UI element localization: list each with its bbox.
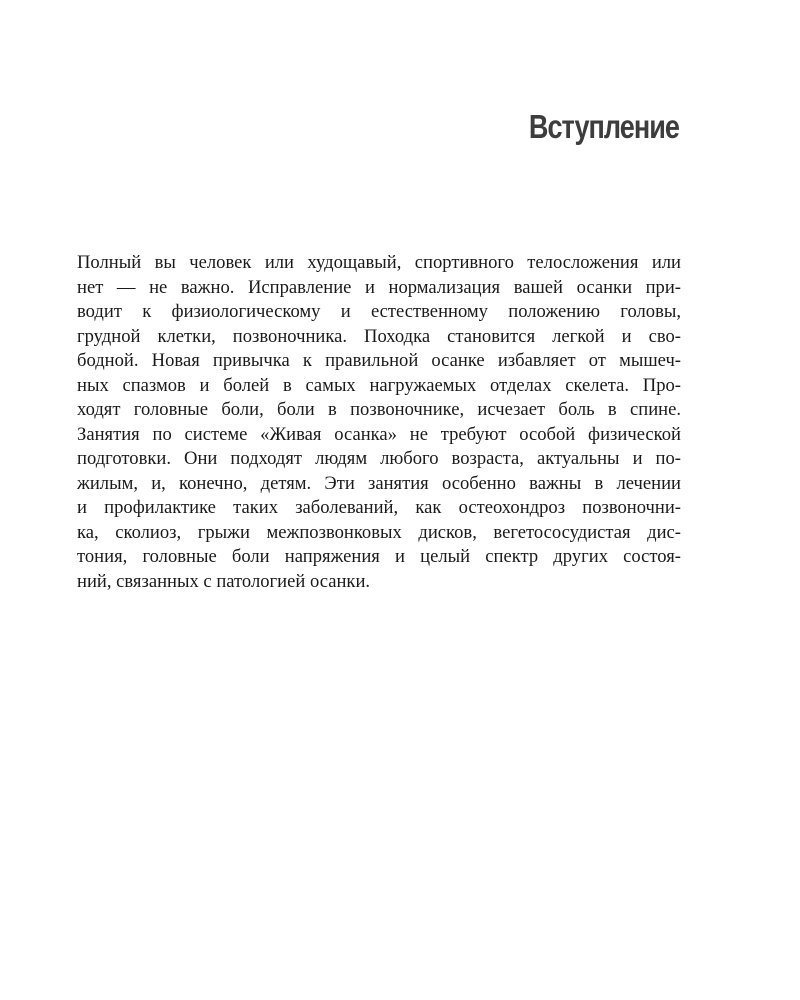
- paragraph-line: водит к физиологическому и естественному положению головы,: [77, 301, 681, 322]
- paragraph-line: грудной клетки, позвоночника. Походка становится легкой и сво-: [77, 325, 681, 347]
- paragraph-line: Занятия по системе «Живая осанка» не требуют особой физической: [77, 423, 681, 445]
- paragraph-line: тония, головные боли напряжения и целый спектр других состоя-: [77, 546, 681, 567]
- paragraph-line: ных спазмов и болей в самых нагружаемых отделах скелета. Про-: [77, 374, 681, 396]
- chapter-title: Вступление: [529, 108, 679, 145]
- body-paragraph: [77, 251, 681, 594]
- paragraph-line: бодной. Новая привычка к правильной осанке избавляет от мышеч-: [77, 350, 681, 371]
- paragraph-line: ходят головные боли, боли в позвоночнике, исчезает боль в спине.: [77, 399, 681, 420]
- paragraph-line: ний, связанных с патологией осанки.: [77, 570, 371, 592]
- paragraph-line: нет — не важно. Исправление и нормализация вашей осанки при-: [77, 276, 681, 298]
- paragraph-line: Полный вы человек или худощавый, спортивного телосложения или: [77, 252, 681, 273]
- paragraph-line: жилым, и, конечно, детям. Эти занятия особенно важны в лечении: [77, 472, 681, 494]
- paragraph-line: подготовки. Они подходят людям любого возраста, актуальны и по-: [77, 448, 681, 469]
- paragraph-line: ка, сколиоз, грыжи межпозвонковых дисков, вегетососудистая дис-: [77, 521, 681, 543]
- paragraph-line: и профилактике таких заболеваний, как остеохондроз позвоночни-: [77, 497, 681, 518]
